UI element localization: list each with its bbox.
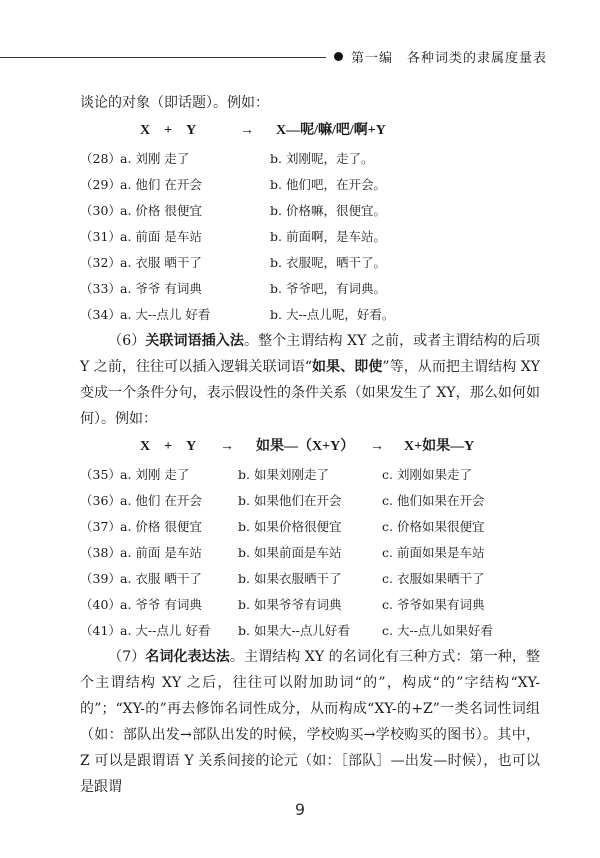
example-num: （40） — [80, 597, 121, 612]
example-num: （29） — [80, 177, 121, 192]
para6-text-2: ”等，从而把主谓结构 XY 变成一个条件分句，表示假设性的条件关系（如果发生了 XY，那么如何如何）。例如： — [80, 359, 540, 427]
para6-lead: （6） — [108, 333, 146, 349]
example-b: b. 如果前面是车站 — [238, 545, 342, 560]
para6-title: 关联词语插入法 — [145, 333, 244, 349]
running-header — [0, 44, 600, 72]
paragraph-6 — [80, 328, 540, 432]
example-row — [80, 540, 540, 566]
example-num: （38） — [80, 545, 121, 560]
example-num: （34） — [80, 307, 121, 322]
example-row — [80, 250, 540, 276]
example-num: （36） — [80, 493, 121, 508]
para7-title: 名词化表达法 — [145, 649, 230, 665]
example-num: （31） — [80, 229, 121, 244]
example-c: c. 前面如果是车站 — [382, 545, 485, 560]
example-a: a. 他们 在开会 — [120, 177, 202, 192]
example-b: b. 前面啊，是车站。 — [270, 229, 386, 244]
example-row — [80, 302, 540, 328]
example-num: （39） — [80, 571, 121, 586]
intro-line: 谈论的对象（即话题）。例如： — [80, 95, 269, 111]
header-title: 第一编 各种词类的隶属度量表 — [351, 51, 548, 66]
example-num: （32） — [80, 255, 121, 270]
para6-keywords: 如果、即使 — [311, 359, 383, 375]
formula2-arrow-1: → — [220, 439, 234, 454]
formula-right: X—呢/嘛/吧/啊+Y — [276, 123, 386, 138]
formula-topic-particle — [80, 116, 540, 146]
example-row — [80, 566, 540, 592]
example-b: b. 如果价格很便宜 — [238, 519, 342, 534]
example-row — [80, 514, 540, 540]
example-a: a. 他们 在开会 — [120, 493, 202, 508]
example-a: a. 刘刚 走了 — [120, 467, 190, 482]
page-body — [80, 90, 540, 800]
example-row — [80, 462, 540, 488]
example-a: a. 价格 很便宜 — [120, 203, 202, 218]
example-a: a. 价格 很便宜 — [120, 519, 202, 534]
example-a: a. 爷爷 有词典 — [120, 281, 202, 296]
header-rule — [0, 57, 326, 58]
example-b: b. 他们吧，在开会。 — [270, 177, 386, 192]
example-row — [80, 198, 540, 224]
formula-conditional — [80, 432, 540, 462]
example-c: c. 大--点儿如果好看 — [382, 623, 493, 638]
example-row — [80, 224, 540, 250]
example-row — [80, 146, 540, 172]
example-list-conditional — [80, 462, 540, 644]
example-b: b. 如果爷爷有词典 — [238, 597, 342, 612]
example-a: a. 前面 是车站 — [120, 545, 202, 560]
example-b: b. 如果他们在开会 — [238, 493, 342, 508]
example-a: a. 刘刚 走了 — [120, 151, 190, 166]
example-c: c. 衣服如果晒干了 — [382, 571, 485, 586]
page-number: 9 — [294, 800, 306, 819]
formula-arrow: → — [240, 123, 254, 138]
example-a: a. 前面 是车站 — [120, 229, 202, 244]
example-row — [80, 276, 540, 302]
example-b: b. 爷爷吧，有词典。 — [270, 281, 386, 296]
example-row — [80, 488, 540, 514]
example-num: （30） — [80, 203, 121, 218]
example-c: c. 刘刚如果走了 — [382, 467, 472, 482]
example-c: c. 爷爷如果有词典 — [382, 597, 485, 612]
example-a: a. 大--点儿 好看 — [120, 307, 211, 322]
para6-text-1: 。整个主谓结构 XY 之前，或者主谓结构的后项 Y 之前，往往可以插入逻辑关联词语“ — [80, 333, 540, 375]
example-list-topic — [80, 146, 540, 328]
formula2-arrow-2: → — [370, 439, 384, 454]
example-c: c. 他们如果在开会 — [382, 493, 485, 508]
example-b: b. 如果刘刚走了 — [238, 467, 329, 482]
header-bullet-icon — [334, 52, 343, 61]
example-a: a. 衣服 晒干了 — [120, 571, 202, 586]
example-b: b. 如果衣服晒干了 — [238, 571, 342, 586]
example-row — [80, 592, 540, 618]
example-a: a. 爷爷 有词典 — [120, 597, 202, 612]
formula2-right: X+如果—Y — [404, 439, 475, 454]
example-row — [80, 618, 540, 644]
example-num: （37） — [80, 519, 121, 534]
para7-text: 。主谓结构 XY 的名词化有三种方式：第一种，整个主谓结构 XY 之后，往往可以附加助词“的”，构成“的”字结构“XY-的”；“XY-的”再去修饰名词性成分，从而构成“XY-的+Z”一类名词性词组（如：部队出发→部队出发的时候，学校购买→学校购买的图书）。其中，Z 可以是跟谓语 Y 关系间接的论元（如：［部队］—出发—时候），也可以是跟谓 — [80, 649, 540, 795]
paragraph-7 — [80, 644, 540, 800]
example-row — [80, 172, 540, 198]
example-num: （28） — [80, 151, 121, 166]
formula-left: X + Y — [140, 123, 197, 138]
example-b: b. 刘刚呢，走了。 — [270, 151, 374, 166]
example-c: c. 价格如果很便宜 — [382, 519, 485, 534]
example-b: b. 衣服呢，晒干了。 — [270, 255, 386, 270]
example-num: （41） — [80, 623, 121, 638]
example-b: b. 如果大--点儿好看 — [238, 623, 350, 638]
example-num: （33） — [80, 281, 121, 296]
example-b: b. 价格嘛，很便宜。 — [270, 203, 386, 218]
formula2-mid: 如果—（X+Y） — [256, 439, 355, 454]
example-a: a. 衣服 晒干了 — [120, 255, 202, 270]
formula2-left: X + Y — [140, 439, 197, 454]
para7-lead: （7） — [108, 649, 146, 665]
example-a: a. 大--点儿 好看 — [120, 623, 211, 638]
example-b: b. 大--点儿呢，好看。 — [270, 307, 395, 322]
example-num: （35） — [80, 467, 121, 482]
